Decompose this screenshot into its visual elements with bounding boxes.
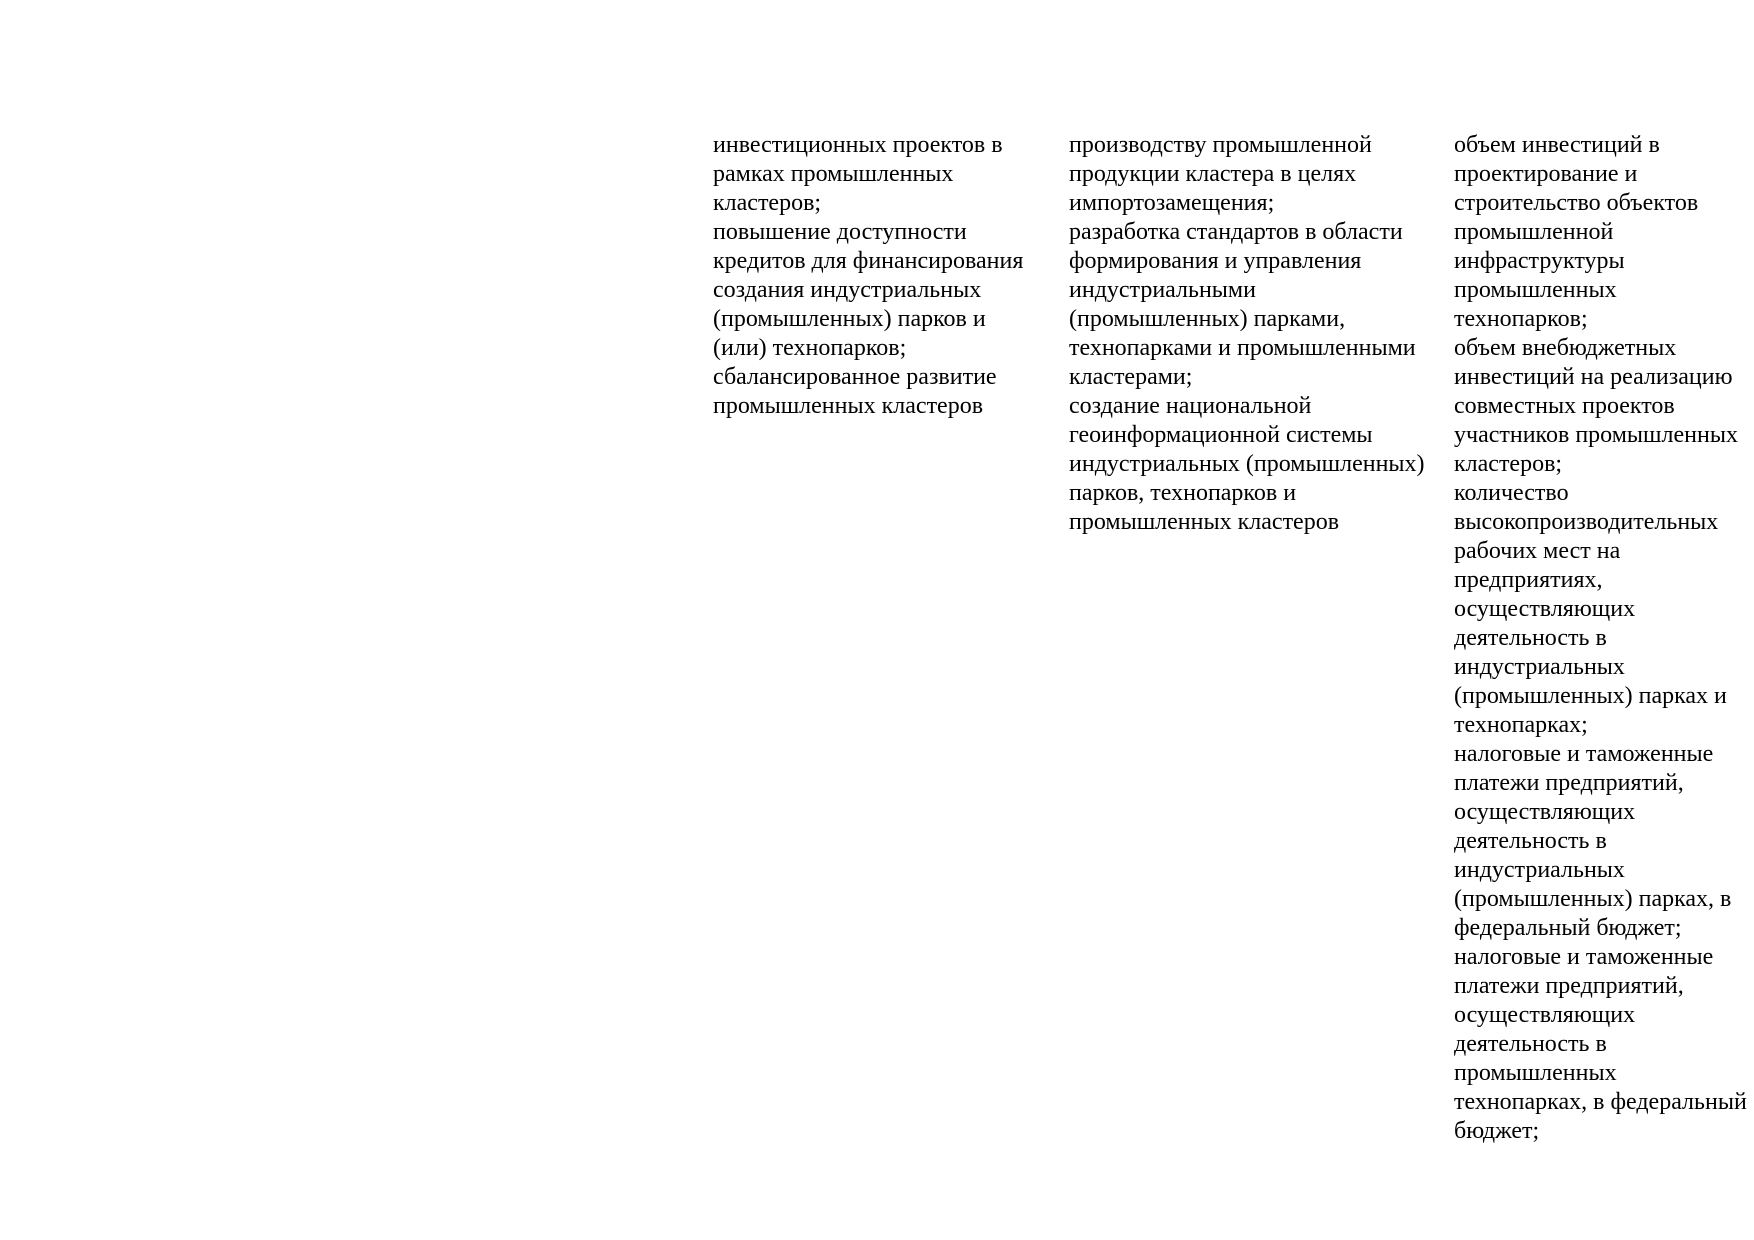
text-line: осуществляющих [1454, 1002, 1636, 1028]
text-line: деятельность в [1454, 1031, 1607, 1057]
text-line: разработка стандартов в области [1069, 219, 1403, 245]
text-line: высокопроизводительных [1454, 509, 1719, 535]
text-line: инфраструктуры [1454, 248, 1625, 274]
text-line: (промышленных) парков и [713, 306, 986, 332]
text-line: технопарками и промышленными [1069, 335, 1416, 361]
text-line: сбалансированное развитие [713, 364, 997, 390]
text-line: количество [1454, 480, 1569, 506]
text-line: (промышленных) парках, в [1454, 886, 1732, 912]
text-line: индустриальными [1069, 277, 1256, 303]
text-line: формирования и управления [1069, 248, 1362, 274]
text-line: индустриальных [1454, 654, 1625, 680]
text-line: индустриальных [1454, 857, 1625, 883]
text-line: индустриальных (промышленных) [1069, 451, 1425, 477]
text-line: налоговые и таможенные [1454, 741, 1714, 767]
text-line: рабочих мест на [1454, 538, 1621, 564]
text-line: создания индустриальных [713, 277, 982, 303]
text-line: геоинформационной системы [1069, 422, 1373, 448]
text-line: осуществляющих [1454, 596, 1636, 622]
text-line: инвестиций на реализацию [1454, 364, 1733, 390]
text-line: участников промышленных [1454, 422, 1738, 448]
text-line: повышение доступности [713, 219, 967, 245]
text-line: осуществляющих [1454, 799, 1636, 825]
text-line: технопарков; [1454, 306, 1588, 332]
text-line: (промышленных) парках и [1454, 683, 1727, 709]
text-line: продукции кластера в целях [1069, 161, 1357, 187]
text-line: объем инвестиций в [1454, 132, 1660, 158]
text-line: кластеров; [713, 190, 822, 216]
text-line: платежи предприятий, [1454, 770, 1684, 796]
column-indicators [1454, 131, 1747, 1146]
text-line: технопарках, в федеральный [1454, 1089, 1747, 1115]
text-line: платежи предприятий, [1454, 973, 1684, 999]
text-line: парков, технопарков и [1069, 480, 1297, 506]
text-line: проектирование и [1454, 161, 1638, 187]
text-line: налоговые и таможенные [1454, 944, 1714, 970]
text-line: кредитов для финансирования [713, 248, 1024, 274]
text-line: федеральный бюджет; [1454, 915, 1682, 941]
text-line: производству промышленной [1069, 132, 1372, 158]
text-line: (промышленных) парками, [1069, 306, 1346, 332]
text-line: предприятиях, [1454, 567, 1603, 593]
text-line: инвестиционных проектов в [713, 132, 1003, 158]
text-line: строительство объектов [1454, 190, 1699, 216]
text-line: промышленных кластеров [713, 393, 984, 419]
text-line: совместных проектов [1454, 393, 1675, 419]
column-measures [713, 131, 1023, 421]
text-line: промышленной [1454, 219, 1614, 245]
text-line: импортозамещения; [1069, 190, 1275, 216]
column-activities [1069, 131, 1425, 537]
text-line: бюджет; [1454, 1118, 1540, 1144]
text-line: кластерами; [1069, 364, 1193, 390]
text-line: деятельность в [1454, 625, 1607, 651]
text-line: промышленных кластеров [1069, 509, 1340, 535]
text-line: промышленных [1454, 277, 1617, 303]
text-line: деятельность в [1454, 828, 1607, 854]
text-line: (или) технопарков; [713, 335, 907, 361]
text-line: кластеров; [1454, 451, 1563, 477]
text-line: технопарках; [1454, 712, 1588, 738]
text-line: объем внебюджетных [1454, 335, 1677, 361]
text-line: промышленных [1454, 1060, 1617, 1086]
text-line: рамках промышленных [713, 161, 954, 187]
text-line: создание национальной [1069, 393, 1312, 419]
